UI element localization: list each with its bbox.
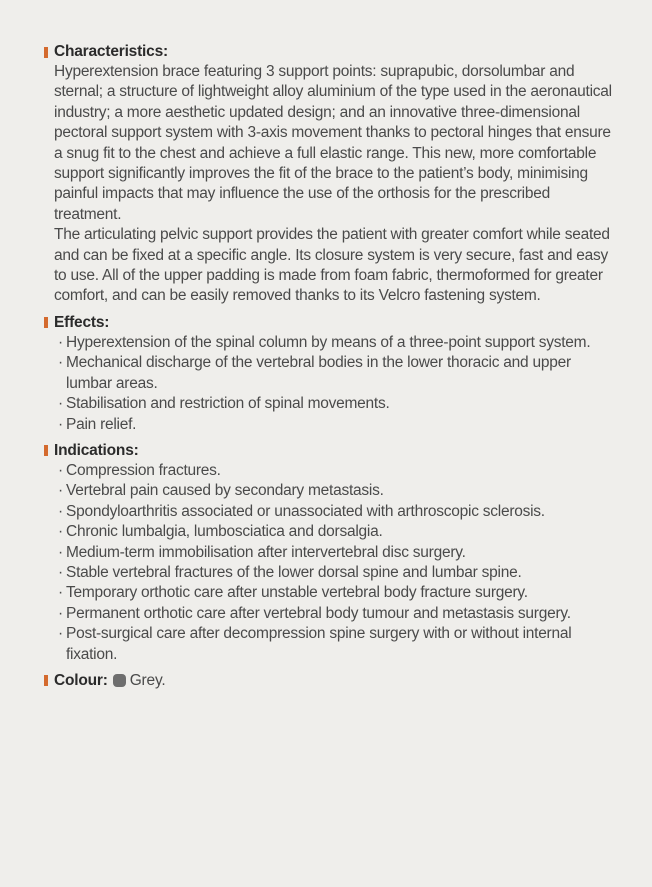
list-item: · Vertebral pain caused by secondary metastasis.: [58, 481, 612, 501]
colour-section: [44, 671, 612, 691]
list-item: · Pain relief.: [58, 415, 612, 435]
list-item: · Temporary orthotic care after unstable vertebral body fracture surgery.: [58, 583, 612, 603]
characteristics-heading-text: Characteristics:: [54, 43, 168, 60]
list-item: · Hyperextension of the spinal column by means of a three-point support system.: [58, 333, 612, 353]
effects-heading: [44, 313, 612, 333]
list-item: · Post-surgical care after decompression spine surgery with or without internal fixation.: [58, 624, 612, 665]
section-marker-icon: [44, 47, 48, 58]
characteristics-paragraph: Hyperextension brace featuring 3 support points: suprapubic, dorsolumbar and sternal; a structure of lightweight alloy aluminium of the type used in the aeronautical industry; a more aesthetic updated design; and an innovative three-dimensional pectoral support system with 3-axis movement thanks to pectoral hinges that ensure a snug fit to the chest and achieve a full elastic range. This new, more comfortable support significantly improves the fit of the brace to the patient’s body, minimising painful impacts that may influence the use of the orthosis for the prescribed treatment.: [54, 63, 612, 223]
section-marker-icon: [44, 675, 48, 686]
characteristics-section: [44, 42, 612, 307]
section-marker-icon: [44, 317, 48, 328]
effects-heading-text: Effects:: [54, 313, 110, 331]
colour-value: Grey.: [129, 671, 166, 689]
list-item: · Medium-term immobilisation after intervertebral disc surgery.: [58, 543, 612, 563]
effects-section: [44, 313, 612, 435]
list-item: · Spondyloarthritis associated or unassociated with arthroscopic sclerosis.: [58, 502, 612, 522]
colour-heading-text: Colour:: [54, 671, 108, 689]
list-item: · Permanent orthotic care after vertebral body tumour and metastasis surgery.: [58, 604, 612, 624]
effects-list: [44, 333, 612, 435]
characteristics-paragraph: The articulating pelvic support provides the patient with greater comfort while seated and can be fixed at a specific angle. Its closure system is very secure, fast and easy to use. All of the upper padding is made from foam fabric, thermoformed for greater comfort, and can be easily removed thanks to its Velcro fastening system.: [54, 226, 610, 305]
list-item: · Compression fractures.: [58, 461, 612, 481]
characteristics-heading: [44, 42, 612, 62]
section-marker-icon: [44, 445, 48, 456]
list-item: · Mechanical discharge of the vertebral bodies in the lower thoracic and upper lumbar areas.: [58, 353, 612, 394]
colour-heading: [44, 671, 612, 691]
indications-heading: [44, 441, 612, 461]
list-item: · Chronic lumbalgia, lumbosciatica and dorsalgia.: [58, 522, 612, 542]
indications-list: [44, 461, 612, 665]
indications-section: [44, 441, 612, 665]
list-item: · Stable vertebral fractures of the lower dorsal spine and lumbar spine.: [58, 563, 612, 583]
colour-swatch-icon: [113, 674, 126, 687]
indications-heading-text: Indications:: [54, 441, 139, 459]
list-item: · Stabilisation and restriction of spinal movements.: [58, 394, 612, 414]
